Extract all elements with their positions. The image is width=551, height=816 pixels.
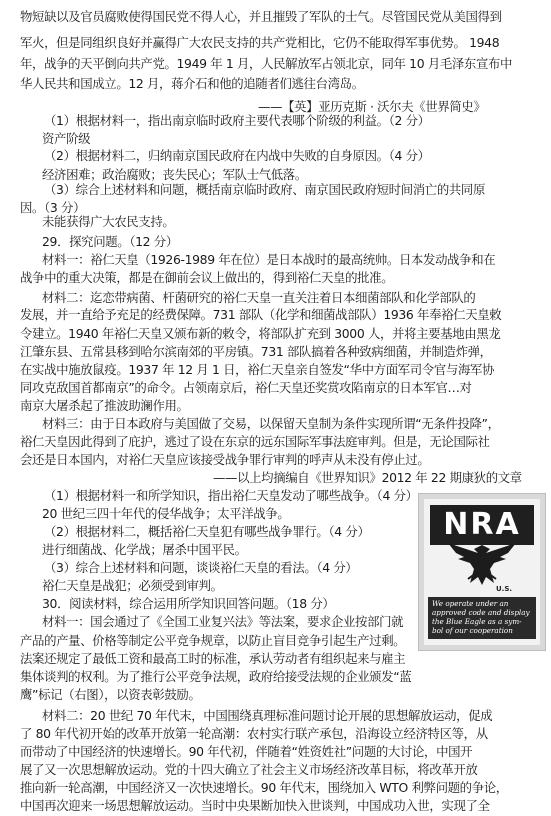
material-line: 推向新一轮高潮，中国经济又一次快速增长。90 年代末，围绕加入 WTO 利弊问题的争论， [20, 780, 508, 795]
material-line: 南京大屠杀起了推波助澜作用。 [20, 398, 189, 413]
answer-line: 资产阶级 [42, 131, 91, 146]
material-line: 裕仁天皇因此得到了庇护，逃过了设在东京的远东国际军事法庭审判。但是，无论国际社 [20, 434, 490, 449]
poster-motto-line: the Blue Eagle as a sym- [432, 617, 522, 626]
text-line: 华人民共和国成立。12 月，蒋介石和他的追随者们逃往台湾岛。 [20, 76, 364, 91]
material-line: 展了又一次思想解放运动。党的十四大确立了社会主义市场经济改革目标，将改革开放 [20, 762, 478, 777]
material-line: 材料二：迄恋带病菌、杆菌研究的裕仁天皇一直关注着日本细菌部队和化学部队的 [42, 290, 476, 305]
material-line: 发展，并一直给予充足的经费保障。731 部队（化学和细菌战部队）1936 年奉裕仁天皇敕 [20, 307, 502, 322]
poster-motto-line: approved code and display [432, 608, 530, 617]
question-line: （2）根据材料二，归纳南京国民政府在内战中失败的自身原因。（4 分） [44, 148, 430, 163]
poster-motto [432, 599, 536, 635]
question-line: （1）根据材料一，指出南京临时政府主要代表哪个阶级的利益。（2 分） [44, 113, 430, 128]
material-line: 而带动了中国经济的快速增长。90 年代初，伴随着“姓资姓社”问题的大讨论，中国开 [20, 744, 473, 759]
text-line: 军火，但是同组织良好并赢得广大农民支持的共产党相比，它仍不能取得军事优势。 1948 [20, 35, 500, 50]
poster-motto-line: We operate under an [432, 599, 509, 608]
question-line: （3）综合上述材料和问题，谈谈裕仁天皇的看法。（4 分） [44, 560, 358, 575]
material-line: 材料二：20 世纪 70 年代末，中国围绕真理标准问题讨论开展的思想解放运动，促成 [42, 708, 493, 723]
source-citation: ——以上均摘编自《世界知识》2012 年 22 期康狄的文章 [213, 470, 522, 485]
nra-blue-eagle-poster [418, 493, 546, 651]
material-line: 战争中的重大决策，都是在御前会议上做出的，得到裕仁天皇的批准。 [20, 270, 394, 285]
answer-line: 20 世纪三四十年代的侵华战争；太平洋战争。 [42, 506, 290, 521]
answer-line: 进行细菌战、化学战；屠杀中国平民。 [42, 542, 247, 557]
poster-motto-line: bol of our cooperation [432, 626, 513, 635]
material-line: 法案还规定了最低工资和最高工时的标准，承认劳动者有组织起来与雇主 [20, 651, 406, 666]
answer-line: 裕仁天皇是战犯；必须受到审判。 [42, 578, 223, 593]
eagle-icon [446, 539, 518, 591]
question-line: （1）根据材料一和所学知识，指出裕仁天皇发动了哪些战争。（4 分） [44, 488, 418, 503]
material-line: 材料三：由于日本政府与美国做了交易，以保留天皇制为条件实现所谓“无条件投降”， [42, 416, 500, 431]
material-line: 鹰”标记（右图），以资表彰鼓励。 [20, 687, 201, 702]
material-line: 产品的产量、价格等制定公平竞争规章，以防止盲目竞争引起生产过剩。 [20, 633, 406, 648]
material-line: 了 80 年代初开始的改革开放第一轮高潮：农村实行联产承包，沿海设立经济特区等，从 [20, 726, 488, 741]
poster-title: NRA [443, 507, 521, 542]
question-heading: 30．阅读材料，综合运用所学知识回答问题。（18 分） [42, 596, 335, 611]
answer-line: 未能获得广大农民支持。 [42, 214, 175, 229]
poster-country-mark: U.S. [496, 585, 513, 593]
source-citation: ——【英】亚历克斯 · 沃尔夫《世界简史》 [258, 99, 486, 114]
text-line: 物短缺以及官员腐败使得国民党不得人心，并且摧毁了军队的士气。尽管国民党从美国得到 [20, 9, 502, 24]
material-line: 在实战中施放鼠疫。1937 年 12 月 1 日，裕仁天皇亲自签发“华中方面军司令官与海军协 [20, 362, 495, 377]
poster-frame [424, 499, 540, 645]
question-heading: 29．探究问题。（12 分） [42, 234, 178, 249]
material-line: 材料一：裕仁天皇（1926-1989 年在位）是日本战时的最高统帅。日本发动战争和在 [42, 252, 496, 267]
material-line: 集体谈判的权利。为了推行公平竞争法规，政府给接受法规的企业颁发“蓝 [20, 669, 412, 684]
question-line: （2）根据材料二，概括裕仁天皇犯有哪些战争罪行。（4 分） [44, 524, 370, 539]
material-line: 会还是日本国内，对裕仁天皇应该接受战争罪行审判的呼声从未没有停止过。 [20, 452, 430, 467]
material-line: 同攻克敌国首都南京”的命令。占领南京后，裕仁天皇还奖赏攻陷南京的日本军官…对 [20, 380, 472, 395]
answer-line: 经济困难；政治腐败；丧失民心；军队士气低落。 [42, 167, 307, 182]
text-line: 年，战争的天平倒向共产党。1949 年 1 月，人民解放军占领北京，同年 10 月毛泽东宣布中 [20, 56, 513, 71]
question-line: （3）综合上述材料和问题，概括南京临时政府、南京国民政府短时间消亡的共同原 [44, 182, 485, 197]
material-line: 材料一：国会通过了《全国工业复兴法》等法案，要求企业按部门就 [42, 614, 404, 629]
material-line: 令建立。1940 年裕仁天皇又颁布新的敕令，将部队扩充到 3000 人，并将主要基地由黑龙 [20, 326, 501, 341]
question-line: 因。（3 分） [20, 200, 86, 215]
material-line: 江肇东县、五常县移到哈尔滨南郊的平房镇。731 部队搞着各种致病细菌，并制造炸弹， [20, 344, 492, 359]
material-line: 中国再次迎来一场思想解放运动。当时中央果断加快入世谈判，中国成功入世，实现了全 [20, 798, 490, 813]
